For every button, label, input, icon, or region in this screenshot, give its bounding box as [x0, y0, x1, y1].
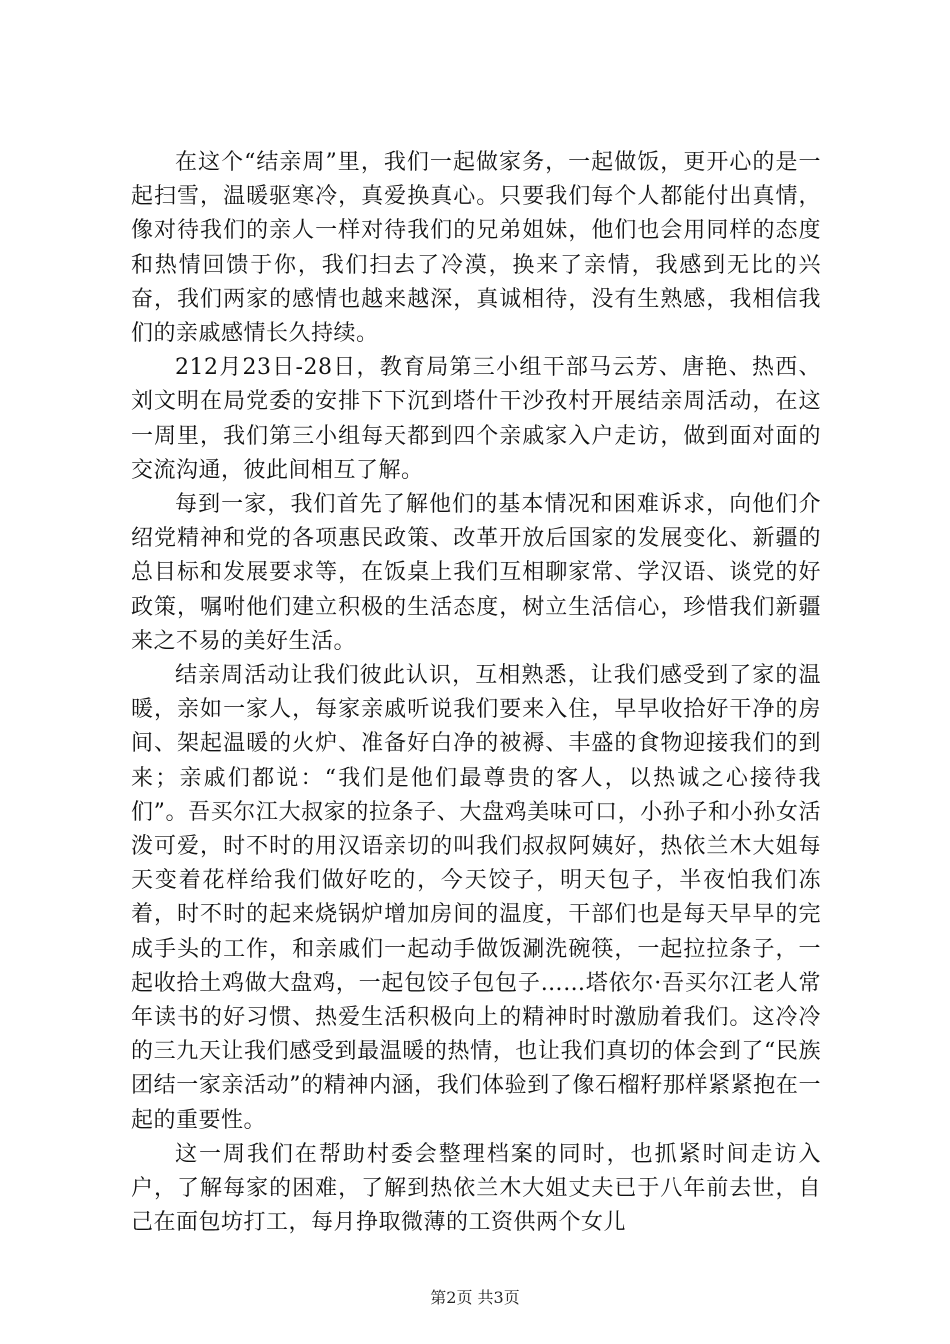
paragraph-family-warmth: 结亲周活动让我们彼此认识，互相熟悉，让我们感受到了家的温暖，亲如一家人，每家亲戚听说我们要来入住，早早收拾好干净的房间、架起温暖的火炉、准备好白净的被褥、丰盛的食物迎接我们的到来；亲戚们都说：“我们是他们最尊贵的客人，以热诚之心接待我们”。吾买尔江大叔家的拉条子、大盘鸡美味可口，小孙子和小孙女活泼可爱，时不时的用汉语亲切的叫我们叔叔阿姨好，热依兰木大姐每天变着花样给我们做好吃的，今天饺子，明天包子，半夜怕我们冻着，时不时的起来烧锅炉增加房间的温度，干部们也是每天早早的完成手头的工作，和亲戚们一起动手做饭涮洗碗筷，一起拉拉条子，一起收拾土鸡做大盘鸡，一起包饺子包包子……塔依尔·吾买尔江老人常年读书的好习惯、热爱生活积极向上的精神时时激励着我们。这冷冷的三九天让我们感受到最温暖的热情，也让我们真切的体会到了“民族团结一家亲活动”的精神内涵，我们体验到了像石榴籽那样紧紧抱在一起的重要性。 — [131, 663, 821, 1133]
page-footer: 第2页 共3页 — [430, 1288, 520, 1307]
paragraph-activity-dates: 212月23日-28日，教育局第三小组干部马云芳、唐艳、热西、刘文明在局党委的安排下下沉到塔什干沙孜村开展结亲周活动，在这一周里，我们第三小组每天都到四个亲戚家入户走访，做到面对面的交流沟通，彼此间相互了解。 — [131, 355, 821, 483]
paragraph-policy-visits: 每到一家，我们首先了解他们的基本情况和困难诉求，向他们介绍党精神和党的各项惠民政策、改革开放后国家的发展变化、新疆的总目标和发展要求等，在饭桌上我们互相聊家常、学汉语、谈党的好政策，嘱咐他们建立积极的生活态度，树立生活信心，珍惜我们新疆来之不易的美好生活。 — [131, 492, 821, 654]
paragraph-jieqin-week: 在这个“结亲周”里，我们一起做家务，一起做饭，更开心的是一起扫雪，温暖驱寒冷，真爱换真心。只要我们每个人都能付出真情，像对待我们的亲人一样对待我们的兄弟姐妹，他们也会用同样的态度和热情回馈于你，我们扫去了冷漠，换来了亲情，我感到无比的兴奋，我们两家的感情也越来越深，真诚相待，没有生熟感，我相信我们的亲戚感情长久持续。 — [131, 150, 821, 347]
document-body — [131, 146, 821, 1241]
paragraph-archive-help: 这一周我们在帮助村委会整理档案的同时，也抓紧时间走访入户，了解每家的困难，了解到热依兰木大姐丈夫已于八年前去世，自己在面包坊打工，每月挣取微薄的工资供两个女儿 — [131, 1141, 821, 1236]
